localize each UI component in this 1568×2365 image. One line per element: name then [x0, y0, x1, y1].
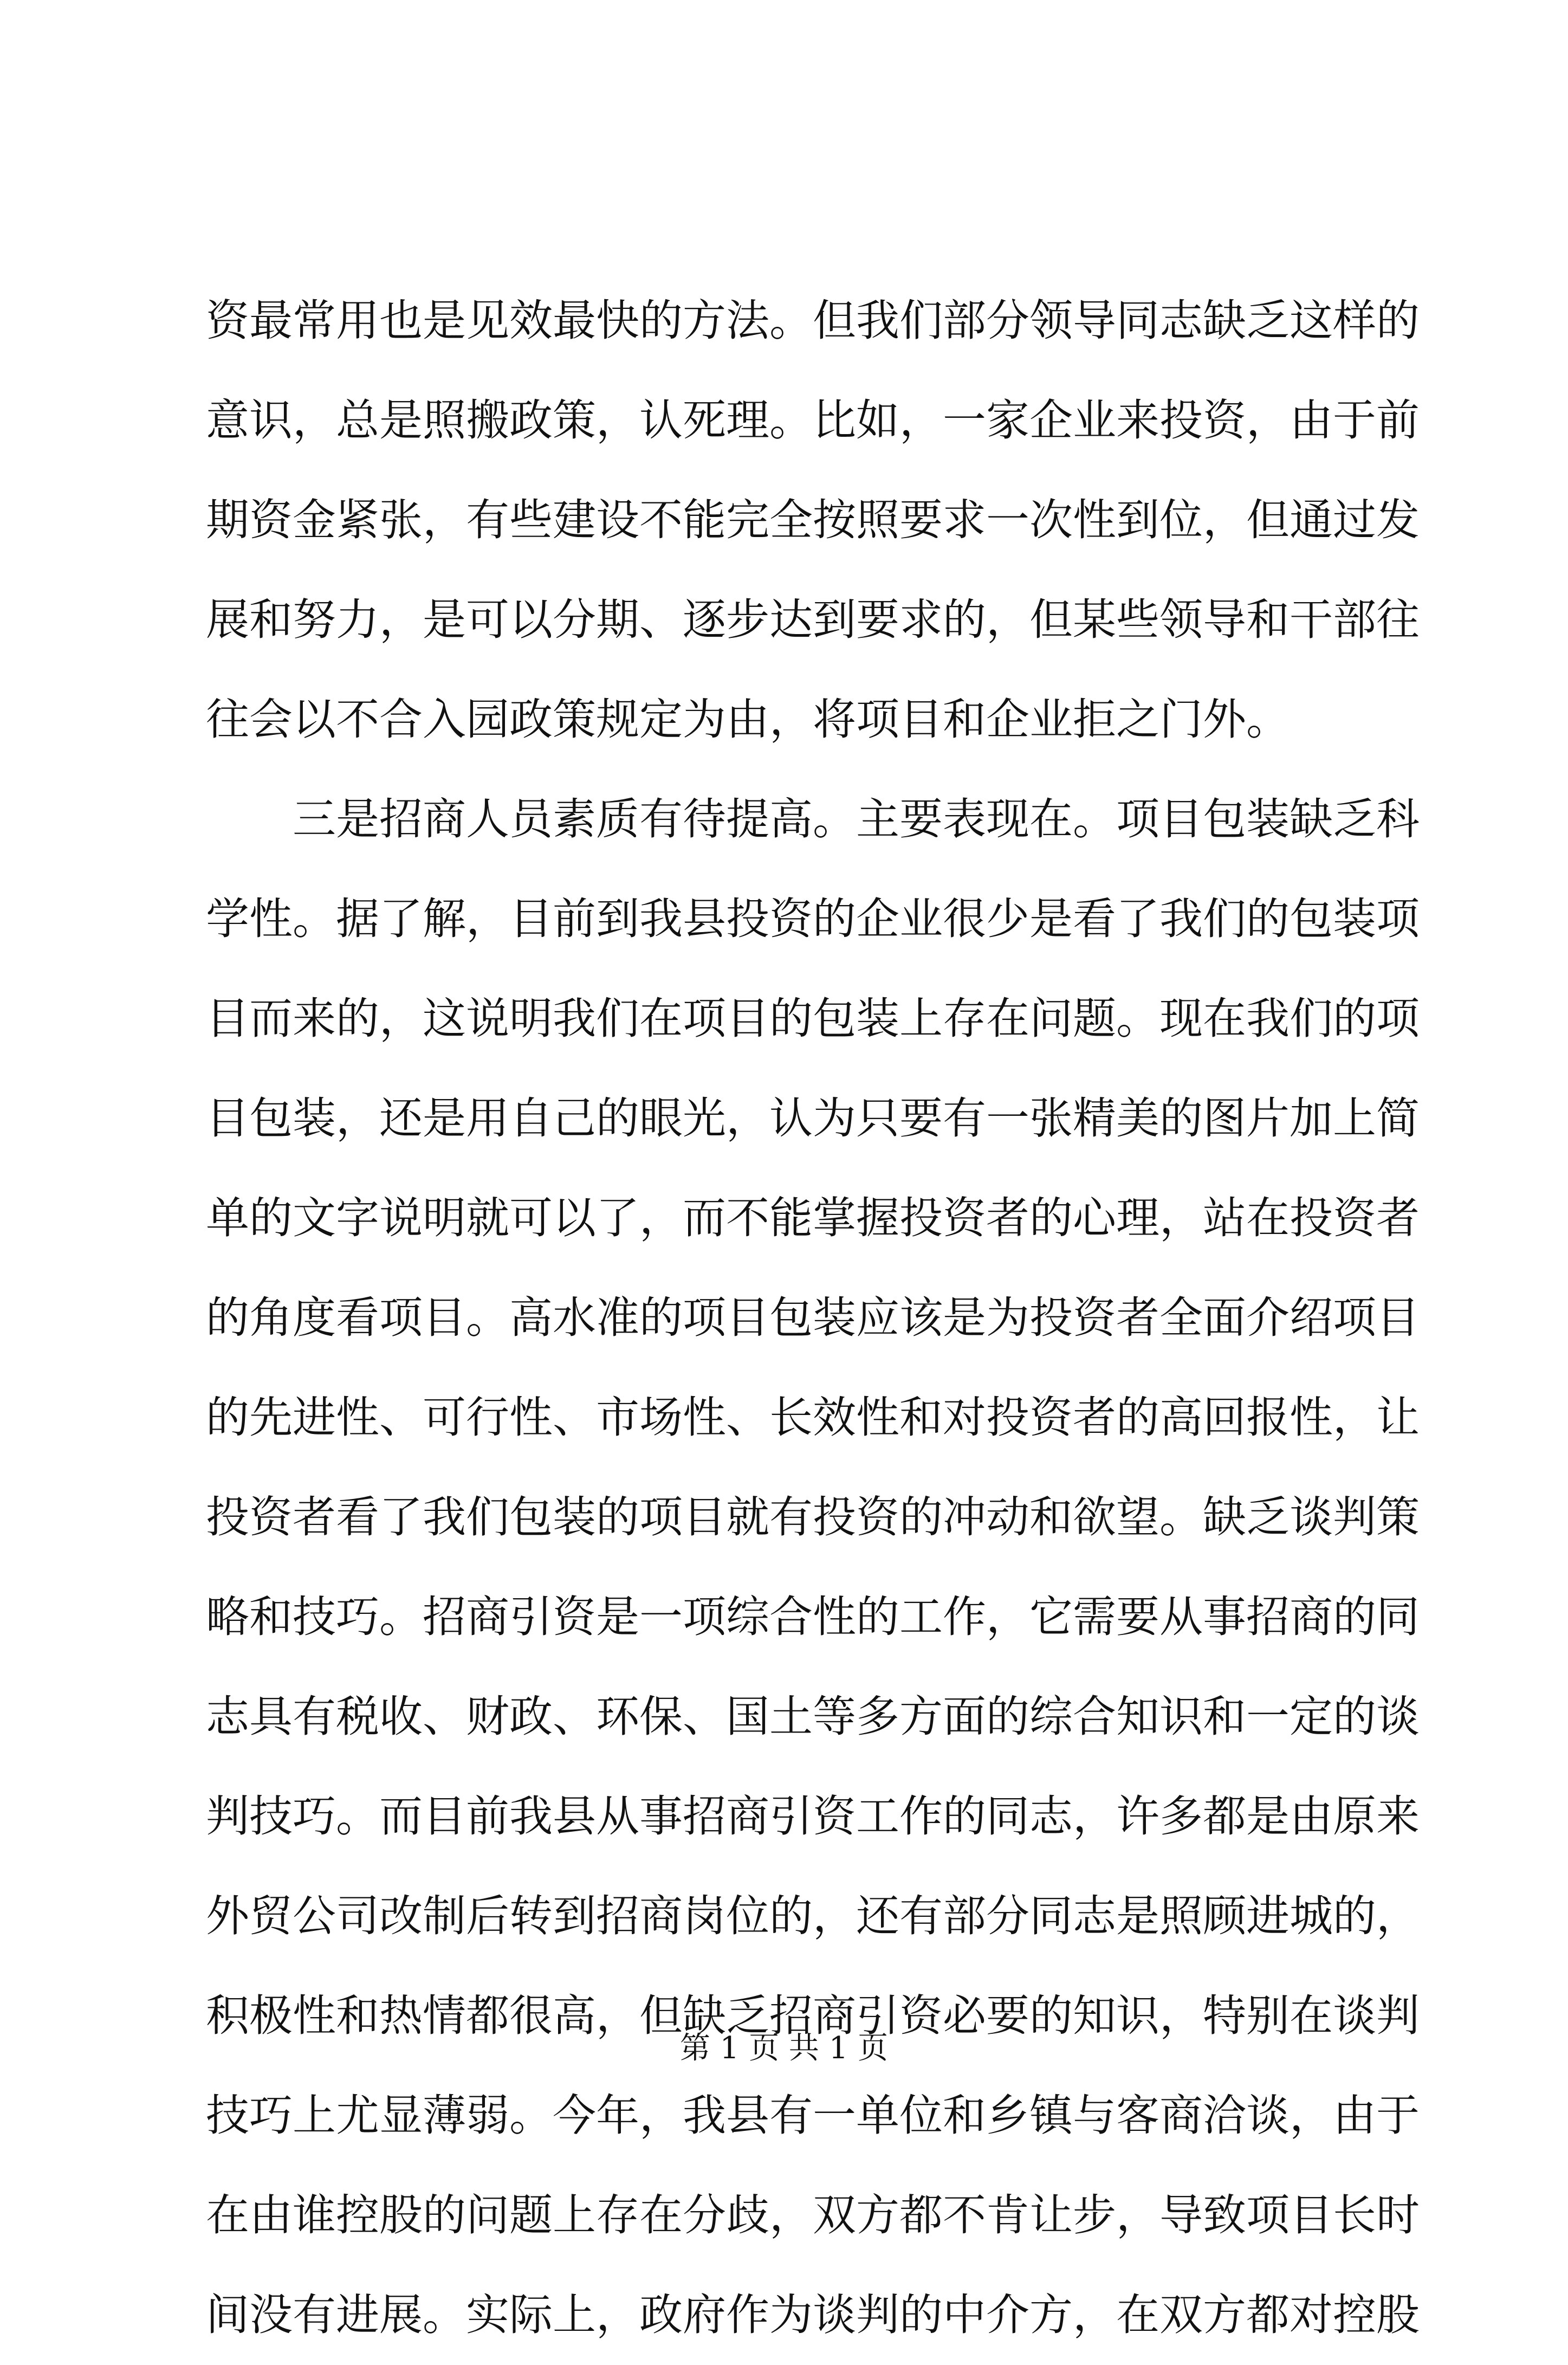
text-line: 判技巧。而目前我县从事招商引资工作的同志，许多都是由原来 [206, 1791, 1420, 1841]
page-number: 第 1 页 共 1 页 [679, 2031, 889, 2066]
text-line: 志具有税收、财政、环保、国土等多方面的综合知识和一定的谈 [206, 1691, 1420, 1742]
text-line: 学性。据了解，目前到我县投资的企业很少是看了我们的包装项 [206, 894, 1420, 944]
page-footer [0, 2030, 1568, 2067]
text-line: 往会以不合入园政策规定为由，将项目和企业拒之门外。 [206, 694, 1290, 745]
text-line: 期资金紧张，有些建设不能完全按照要求一次性到位，但通过发 [206, 495, 1420, 545]
text-line: 的先进性、可行性、市场性、长效性和对投资者的高回报性，让 [206, 1392, 1420, 1443]
text-line: 三是招商人员素质有待提高。主要表现在。项目包装缺乏科 [206, 794, 1420, 844]
text-line: 单的文字说明就可以了，而不能掌握投资者的心理，站在投资者 [206, 1193, 1420, 1243]
text-line: 目包装，还是用自己的眼光，认为只要有一张精美的图片加上简 [206, 1093, 1420, 1143]
text-line: 目而来的，这说明我们在项目的包装上存在问题。现在我们的项 [206, 993, 1420, 1044]
text-line: 积极性和热情都很高，但缺乏招商引资必要的知识，特别在谈判 [206, 1991, 1420, 2041]
text-line: 资最常用也是见效最快的方法。但我们部分领导同志缺乏这样的 [206, 295, 1420, 346]
text-line: 展和努力，是可以分期、逐步达到要求的，但某些领导和干部往 [206, 595, 1420, 645]
text-line: 意识，总是照搬政策，认死理。比如，一家企业来投资，由于前 [206, 395, 1420, 445]
text-line: 技巧上尤显薄弱。今年，我县有一单位和乡镇与客商洽谈，由于 [206, 2090, 1420, 2141]
text-line: 间没有进展。实际上，政府作为谈判的中介方，在双方都对控股 [206, 2290, 1420, 2340]
text-line: 投资者看了我们包装的项目就有投资的冲动和欲望。缺乏谈判策 [206, 1492, 1420, 1542]
text-line: 外贸公司改制后转到招商岗位的，还有部分同志是照顾进城的， [206, 1891, 1420, 1941]
text-line: 的角度看项目。高水准的项目包装应该是为投资者全面介绍项目 [206, 1293, 1420, 1343]
text-line: 在由谁控股的问题上存在分歧，双方都不肯让步，导致项目长时 [206, 2190, 1420, 2240]
text-line: 略和技巧。招商引资是一项综合性的工作，它需要从事招商的同 [206, 1592, 1420, 1642]
